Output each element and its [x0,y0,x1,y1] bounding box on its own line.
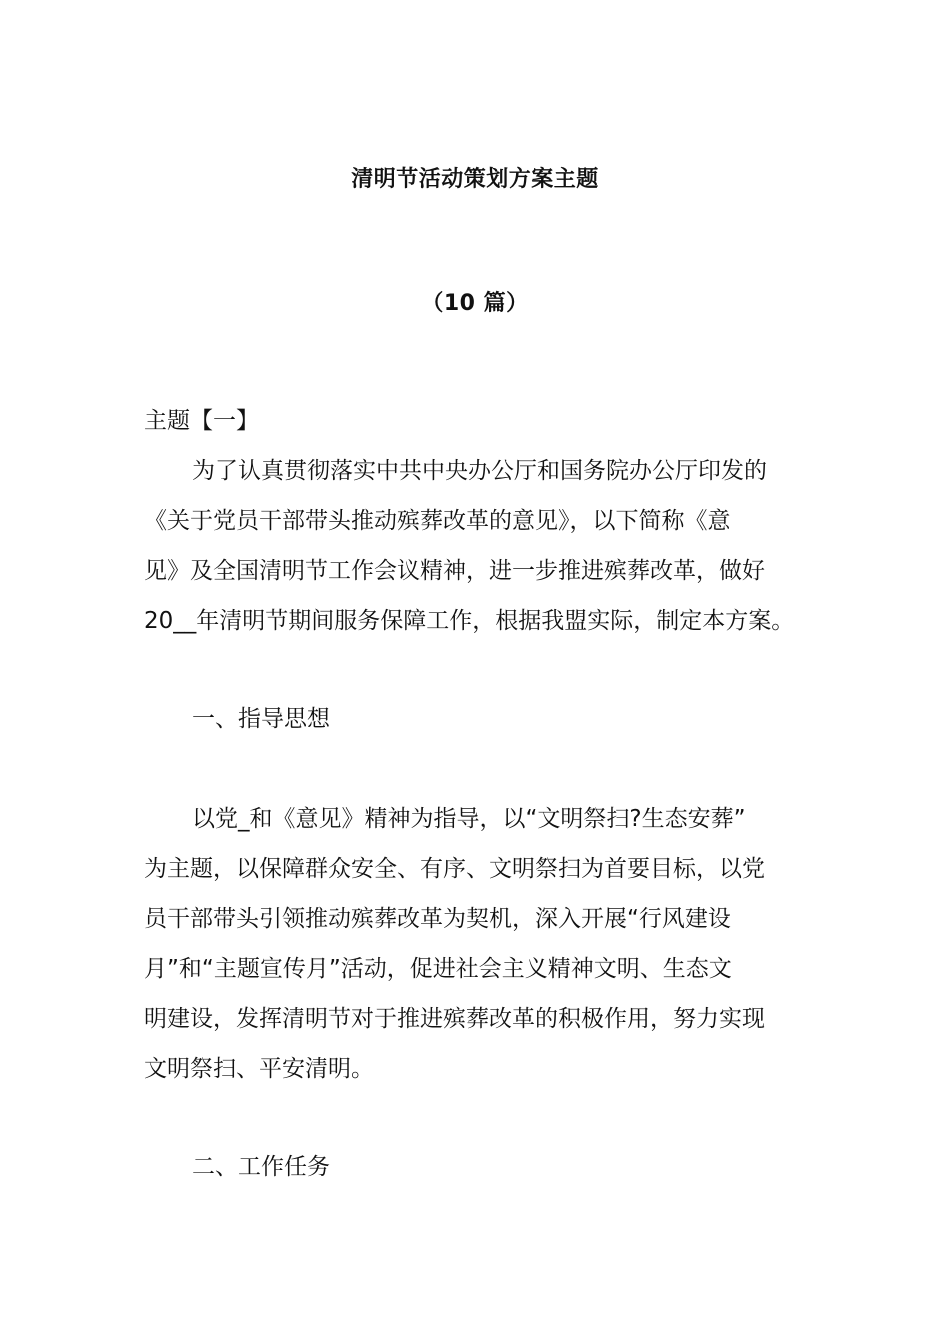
paragraph-line: 员干部带头引领推动殡葬改革为契机，深入开展“行风建设 [144,906,731,932]
heading-text: 一、指导思想 [192,706,330,732]
paragraph-line: 明建设，发挥清明节对于推进殡葬改革的积极作用，努力实现 [144,1006,765,1032]
section-label-text: 主题【一】 [144,408,259,434]
paragraph-line: 为了认真贯彻落实中共中央办公厅和国务院办公厅印发的 [192,458,767,484]
paragraph-line: 文明祭扫、平安清明。 [144,1056,374,1082]
heading-text: 二、工作任务 [192,1154,330,1180]
heading-work-tasks [144,1142,809,1192]
section-label [144,396,809,446]
paragraph-intro [144,446,809,646]
document-subtitle: （10 篇） [421,291,529,316]
paragraph-line: 月”和“主题宣传月”活动，促进社会主义精神文明、生态文 [144,956,732,982]
paragraph-line: 20__年清明节期间服务保障工作，根据我盟实际，制定本方案。 [144,608,795,634]
paragraph-line: 以党_和《意见》精神为指导，以“文明祭扫?生态安葬” [192,806,746,832]
paragraph-line: 《关于党员干部带头推动殡葬改革的意见》，以下简称《意 [144,508,731,534]
paragraph-line: 为主题，以保障群众安全、有序、文明祭扫为首要目标，以党 [144,856,765,882]
paragraph-line: 见》及全国清明节工作会议精神，进一步推进殡葬改革，做好 [144,558,765,584]
heading-guiding-thought [144,694,809,744]
paragraph-guiding-thought [144,794,809,1094]
document-title: 清明节活动策划方案主题 [351,167,599,192]
